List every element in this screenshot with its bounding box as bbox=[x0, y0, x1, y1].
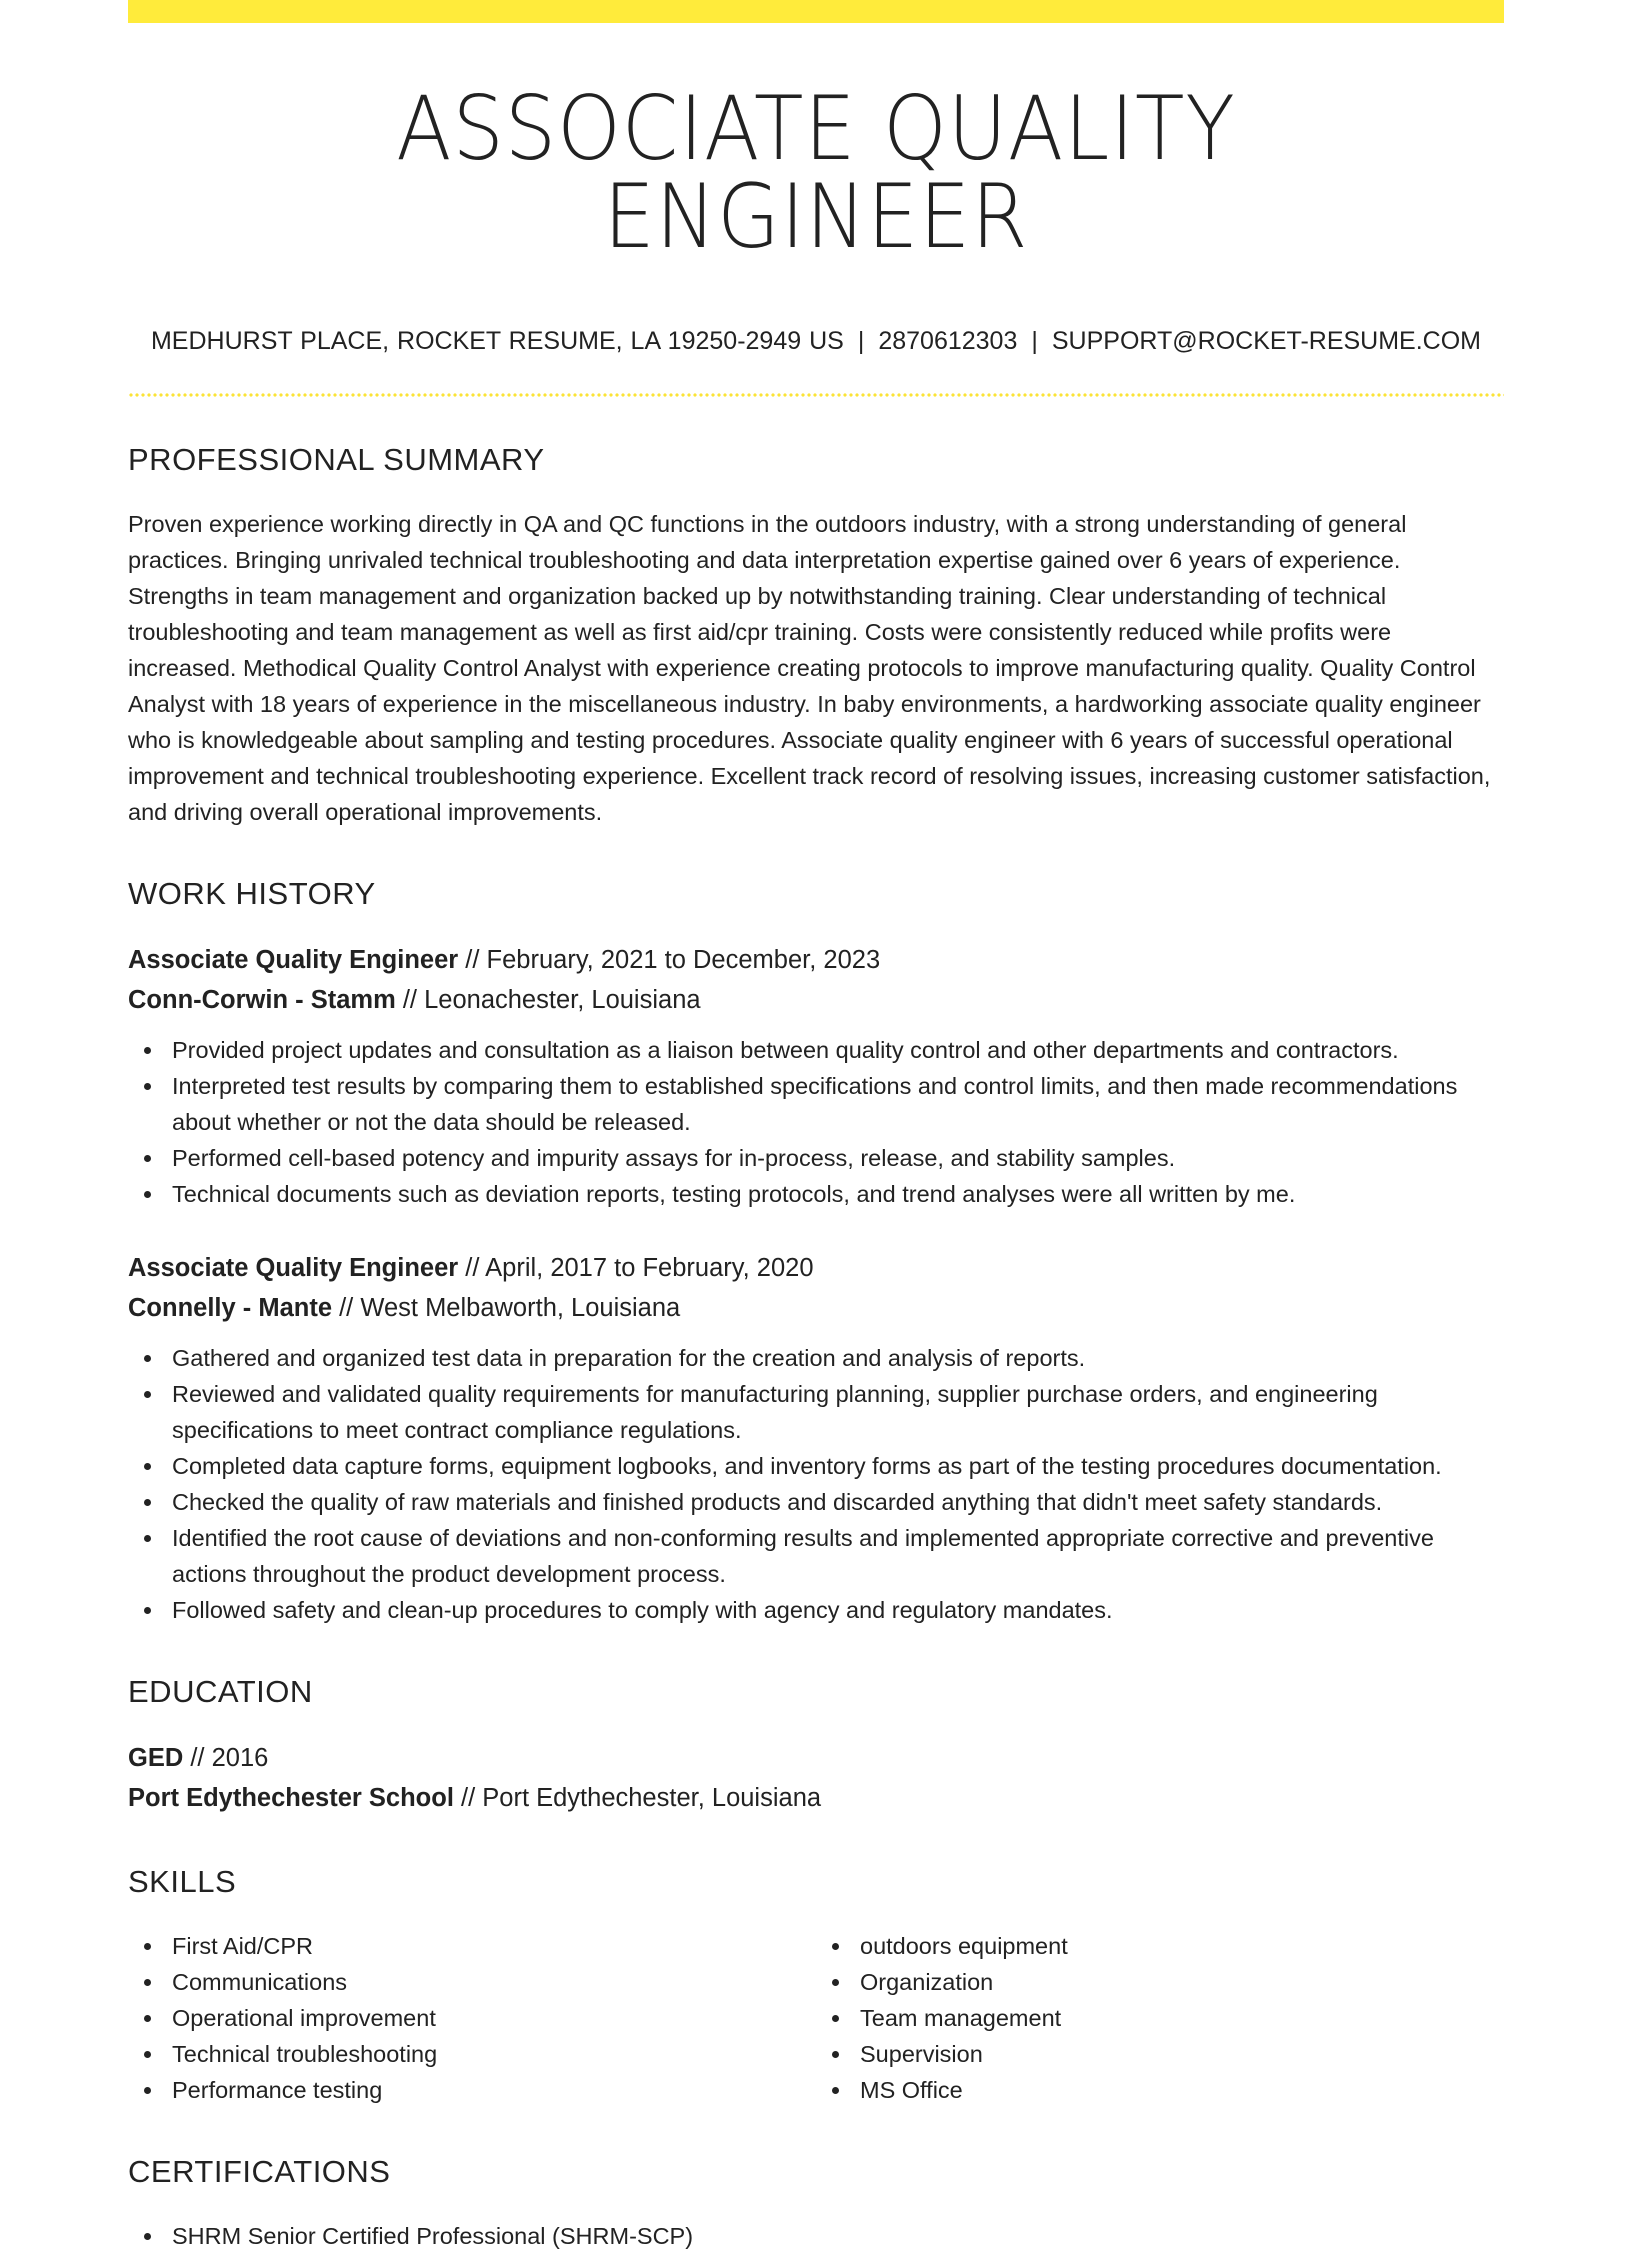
job-company-line bbox=[128, 980, 1504, 1020]
dotted-divider bbox=[128, 393, 1504, 397]
contact-separator: | bbox=[857, 327, 865, 355]
certification-item: SHRM Senior Certified Professional (SHRM-SCP) bbox=[128, 2218, 1504, 2254]
education-year: // 2016 bbox=[183, 1744, 269, 1772]
job-company: Conn-Corwin - Stamm bbox=[128, 986, 396, 1014]
summary-heading: PROFESSIONAL SUMMARY bbox=[128, 442, 545, 477]
job-dates: // April, 2017 to February, 2020 bbox=[458, 1254, 814, 1282]
skills-grid bbox=[128, 1928, 1504, 2108]
resume-title: ASSOCIATE QUALITY ENGINEER bbox=[396, 77, 1236, 268]
skill-item: Supervision bbox=[816, 2036, 1504, 2072]
education-degree: GED bbox=[128, 1744, 184, 1772]
job-location: // West Melbaworth, Louisiana bbox=[332, 1294, 681, 1322]
skill-item: First Aid/CPR bbox=[128, 1928, 816, 1964]
skills-column-right bbox=[816, 1928, 1504, 2108]
skill-item: Performance testing bbox=[128, 2072, 816, 2108]
skill-item: Communications bbox=[128, 1964, 816, 2000]
job-bullet: Reviewed and validated quality requirements for manufacturing planning, supplier purchase orders, and engineering specifications to meet contract compliance regulations. bbox=[128, 1376, 1504, 1448]
job-dates: // February, 2021 to December, 2023 bbox=[458, 946, 881, 974]
job-company: Connelly - Mante bbox=[128, 1294, 333, 1322]
job-bullet: Checked the quality of raw materials and finished products and discarded anything that didn't meet safety standards. bbox=[128, 1484, 1504, 1520]
job-bullet: Followed safety and clean-up procedures to comply with agency and regulatory mandates. bbox=[128, 1592, 1504, 1628]
education-degree-line bbox=[128, 1738, 1504, 1778]
certifications-heading: CERTIFICATIONS bbox=[128, 2154, 391, 2189]
skill-item: MS Office bbox=[816, 2072, 1504, 2108]
job-title-line bbox=[128, 940, 1504, 980]
skill-item: Organization bbox=[816, 1964, 1504, 2000]
job-bullet: Performed cell-based potency and impurity assays for in-process, release, and stability samples. bbox=[128, 1140, 1504, 1176]
contact-email: SUPPORT@ROCKET-RESUME.COM bbox=[1051, 327, 1482, 355]
education-location: // Port Edythechester, Louisiana bbox=[453, 1784, 822, 1812]
work-history-heading: WORK HISTORY bbox=[128, 876, 376, 911]
contact-address: MEDHURST PLACE, ROCKET RESUME, LA 19250-2949 US bbox=[150, 327, 844, 355]
job-title: Associate Quality Engineer bbox=[128, 946, 459, 974]
job-bullet: Technical documents such as deviation reports, testing protocols, and trend analyses were all written by me. bbox=[128, 1176, 1504, 1212]
education-school-line bbox=[128, 1778, 1504, 1818]
contact-phone: 2870612303 bbox=[878, 327, 1018, 355]
job-location: // Leonachester, Louisiana bbox=[395, 986, 701, 1014]
job-bullets bbox=[128, 1340, 1504, 1628]
job-bullet: Completed data capture forms, equipment logbooks, and inventory forms as part of the testing procedures documentation. bbox=[128, 1448, 1504, 1484]
education-school: Port Edythechester School bbox=[128, 1784, 454, 1812]
skill-item: Team management bbox=[816, 2000, 1504, 2036]
job-title: Associate Quality Engineer bbox=[128, 1254, 459, 1282]
education-heading: EDUCATION bbox=[128, 1674, 313, 1709]
skill-item: outdoors equipment bbox=[816, 1928, 1504, 1964]
job-bullet: Gathered and organized test data in preparation for the creation and analysis of reports. bbox=[128, 1340, 1504, 1376]
skill-item: Technical troubleshooting bbox=[128, 2036, 816, 2072]
accent-bar bbox=[128, 0, 1504, 23]
job-company-line bbox=[128, 1288, 1504, 1328]
job-entry bbox=[128, 1248, 1504, 1628]
contact-line bbox=[128, 327, 1504, 356]
job-title-line bbox=[128, 1248, 1504, 1288]
job-bullet: Provided project updates and consultation as a liaison between quality control and other departments and contractors. bbox=[128, 1032, 1504, 1068]
skills-column-left bbox=[128, 1928, 816, 2108]
summary-text: Proven experience working directly in QA and QC functions in the outdoors industry, with a strong understanding of general practices. Bringing unrivaled technical troubleshooting and data interpretation expertise gained over 6 years of experience. Strengths in team management and organization backed up by notwithstanding training. Clear understanding of technical troubleshooting and team management as well as first aid/cpr training. Costs were consistently reduced while profits were increased. Methodical Quality Control Analyst with experience creating protocols to improve manufacturing quality. Quality Control Analyst with 18 years of experience in the miscellaneous industry. In baby environments, a hardworking associate quality engineer who is knowledgeable about sampling and testing procedures. Associate quality engineer with 6 years of successful operational improvement and technical troubleshooting experience. Excellent track record of resolving issues, increasing customer satisfaction, and driving overall operational improvements. bbox=[128, 511, 1491, 825]
job-entry bbox=[128, 940, 1504, 1212]
job-bullet: Identified the root cause of deviations and non-conforming results and implemented appropriate corrective and preventive actions throughout the product development process. bbox=[128, 1520, 1504, 1592]
skills-heading: SKILLS bbox=[128, 1864, 237, 1899]
skill-item: Operational improvement bbox=[128, 2000, 816, 2036]
contact-separator: | bbox=[1031, 327, 1038, 355]
job-bullet: Interpreted test results by comparing them to established specifications and control limits, and then made recommendations about whether or not the data should be released. bbox=[128, 1068, 1504, 1140]
job-bullets bbox=[128, 1032, 1504, 1212]
certifications-list bbox=[128, 2218, 1504, 2254]
